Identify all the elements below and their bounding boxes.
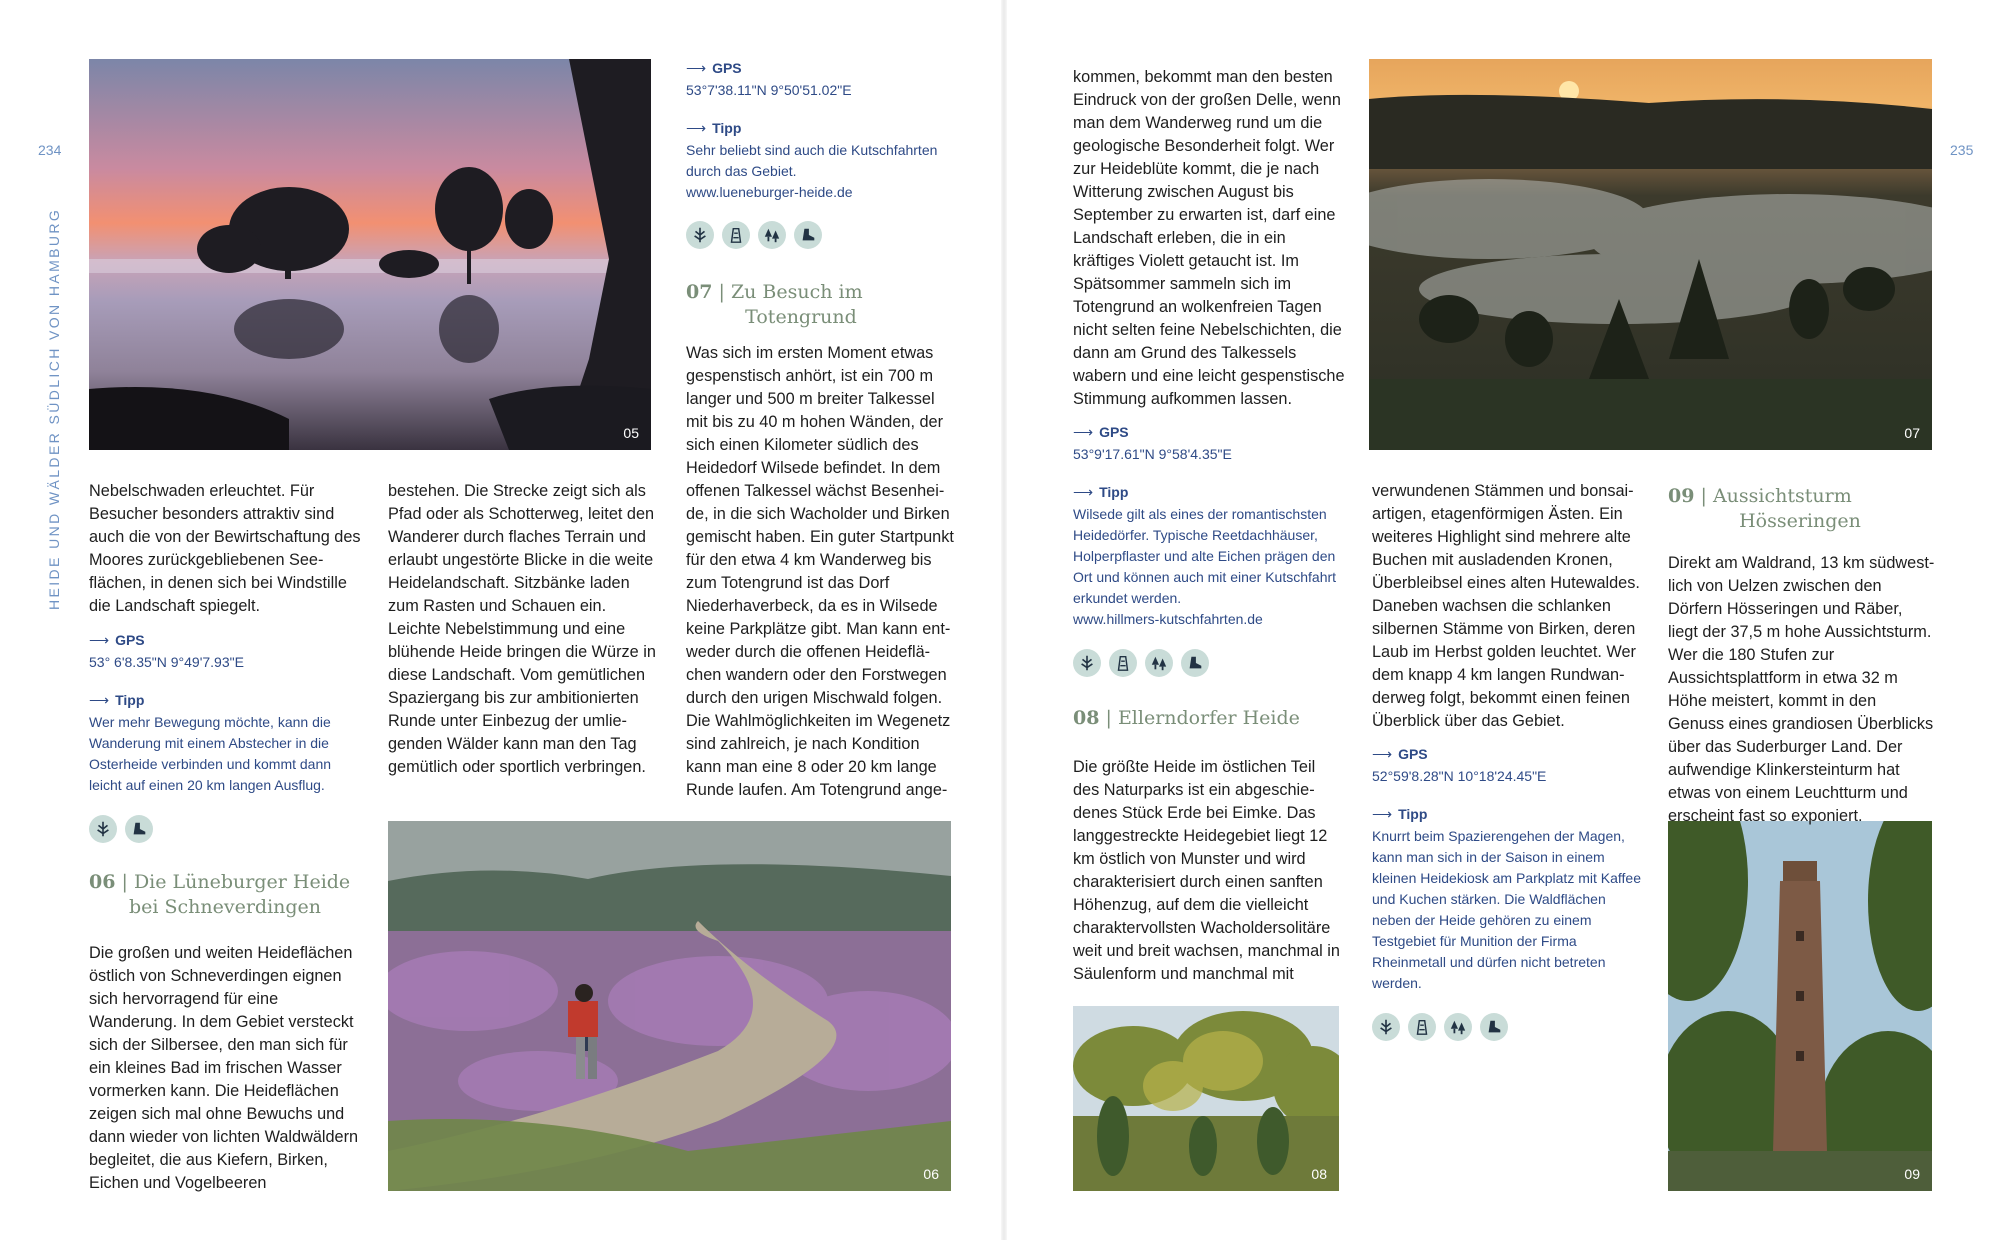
arrow-right-icon: ⟶ xyxy=(1372,746,1393,762)
book-gutter xyxy=(1001,0,1007,1240)
hiking-boot-icon xyxy=(125,815,153,843)
tipp-text: Knurrt beim Spazierengehen der Magen, kann man sich in der Saison in einem kleinen Heidekiosk am Parkplatz mit Kaffee und Kuchen stärken. Die Waldflächen neben der Heide gehören zu einem Testgebiet für Munition der Firma Rheinmetall und dürfen nicht betreten werden. xyxy=(1372,828,1641,991)
page-number-right: 235 xyxy=(1950,142,1974,158)
photo-caption-number: 07 xyxy=(1904,425,1920,441)
tipp-label: ⟶ Tipp xyxy=(686,120,742,136)
arrow-right-icon: ⟶ xyxy=(1073,484,1094,500)
running-title: HEIDE UND WÄLDER SÜDLICH VON HAMBURG xyxy=(46,207,62,610)
tipp-label: ⟶ Tipp xyxy=(1372,806,1428,822)
section-heading-09: 09 | Aussichtsturm Hösseringen xyxy=(1668,485,1861,532)
heath-icon xyxy=(1073,649,1101,677)
tipp-url: www.lueneburger-heide.de xyxy=(686,184,853,200)
photo-09-observation-tower xyxy=(1668,821,1932,1191)
activity-icons xyxy=(686,221,822,249)
gps-coordinates: 52°59'8.28"N 10°18'24.45"E xyxy=(1372,768,1547,784)
heath-icon xyxy=(686,221,714,249)
activity-icons xyxy=(1372,1013,1508,1041)
body-text-section-09: Direkt am Waldrand, 13 km südwestlich von Uelzen zwischen den Dörfern Hösseringen und Räber, liegt der 37,5 m hohe Aussichtsturm. Wer die 180 Stufen zur Aussichtsplattform in etwa 32 m Höhe meistert, kommt in den Genuss eines grandiosen Überblicks über das Suderburger Land. Der aufwendige Klinkersteinturm hat etwas von einem Leuchtturm und erscheint fast so exponiert. xyxy=(1668,554,1935,825)
gps-label: ⟶ GPS xyxy=(686,60,742,76)
arrow-right-icon: ⟶ xyxy=(1073,424,1094,440)
heath-icon xyxy=(89,815,117,843)
photo-caption-number: 09 xyxy=(1904,1166,1920,1182)
hiking-boot-icon xyxy=(1480,1013,1508,1041)
tipp-label: ⟶ Tipp xyxy=(1073,484,1129,500)
photo-caption-number: 06 xyxy=(923,1166,939,1182)
forest-icon xyxy=(1145,649,1173,677)
section-heading-07: 07 | Zu Besuch im Totengrund xyxy=(686,281,863,328)
photo-caption-number: 05 xyxy=(623,425,639,441)
tower-icon xyxy=(1408,1013,1436,1041)
tipp-text: Wer mehr Bewegung möchte, kann die Wanderung mit einem Abstecher in die Osterheide verbinden und kommt dann leicht auf einen 20 km langen Ausflug. xyxy=(89,714,332,793)
arrow-right-icon: ⟶ xyxy=(89,632,110,648)
photo-08-juniper-heath xyxy=(1073,1006,1339,1191)
tipp-url: www.hillmers-kutschfahrten.de xyxy=(1073,611,1263,627)
body-text-column-4: kommen, bekommt man den besten Eindruck von der großen Delle, wenn man dem Wanderweg rund um die geologische Besonderheit folgt. Wer zur Heideblüte kommt, die je nach Witterung zwischen August bis September zu erwarten ist, darf eine Landschaft erleben, die in ein kräftiges Violett getaucht ist. Im Spätsommer sammeln sich im Totengrund an wolkenfreien Tagen nicht selten feine Nebelschichten, die dann am Grund des Talkessels wabern und eine leicht gespenstische Stimmung aufkommen lassen. xyxy=(1073,68,1345,408)
gps-label: ⟶ GPS xyxy=(89,632,145,648)
activity-icons xyxy=(89,815,153,843)
photo-05-misty-lake xyxy=(89,59,651,450)
page-number-left: 234 xyxy=(38,142,62,158)
tower-icon xyxy=(1109,649,1137,677)
section-heading-08: 08 | Ellerndorfer Heide xyxy=(1073,707,1300,729)
body-text-column-5: verwundenen Stämmen und bonsaiartigen, etagenförmigen Ästen. Ein weiteres Highlight sind mehrere alte Buchen mit ausladenden Kronen, Überbleibsel eines alten Hutewaldes. Daneben wachsen die schlanken silbernen Stämme von Birken, deren Laub im Herbst golden leuchtet. Wer dem knapp 4 km langen Rundwanderweg folgt, bekommt einen feinen Überblick über das Gebiet. xyxy=(1372,482,1640,730)
body-text-section-08: Die größte Heide im östlichen Teil des Naturparks ist ein abgeschiedenes Stück Erde bei Eimke. Das langgestreckte Heidegebiet liegt 12 km östlich von Munster und wird charakterisiert durch einen sanften Höhenzug, auf dem die vielleicht charaktervollsten Wacholdersolitäre weit und breit wachsen, manchmal in Säulenform und manchmal mit xyxy=(1073,758,1340,983)
forest-icon xyxy=(1444,1013,1472,1041)
paragraph: Nebelschwaden erleuchtet. Für Besucher besonders attraktiv sind auch die von der Bewirtschaftung des Moores zurückgebliebenen Seeflächen, in denen sich bei Windstille die Landschaft spiegelt. xyxy=(89,482,361,615)
photo-caption-number: 08 xyxy=(1311,1166,1327,1182)
tipp-label: ⟶ Tipp xyxy=(89,692,145,708)
tipp-text: Wilsede gilt als eines der romantischsten Heidedörfer. Typische Reetdachhäuser, Holperpflaster und alte Eichen prägen den Ort und können auch mit einer Kutschfahrt erkundet werden. www.hillmers-kutschfahrten.de xyxy=(1073,504,1343,630)
heath-icon xyxy=(1372,1013,1400,1041)
gps-label: ⟶ GPS xyxy=(1073,424,1129,440)
hiking-boot-icon xyxy=(794,221,822,249)
body-text-column-2: bestehen. Die Strecke zeigt sich als Pfad oder als Schotterweg, leitet den Wanderer durch flaches Terrain und erlaubt ungestörte Blicke in die weite Heidelandschaft. Sitzbänke laden zum Rasten und Schauen ein. Leichte Nebelstimmung und eine blühende Heide bringen die Würze in diese Landschaft. Vom gemütlichen Spaziergang bis zur ambitionierten Runde unter Einbezug der umliegenden Wälder kann man den Tag gemütlich oder sportlich verbringen. xyxy=(388,482,656,776)
photo-07-misty-valley xyxy=(1369,59,1932,450)
arrow-right-icon: ⟶ xyxy=(89,692,110,708)
arrow-right-icon: ⟶ xyxy=(686,120,707,136)
activity-icons xyxy=(1073,649,1209,677)
body-text-section-06: Die großen und weiten Heideflächen östlich von Schneverdingen eignen sich hervorragend für eine Wanderung. In dem Gebiet versteckt sich der Silbersee, den man sich für ein kleines Bad im frischen Wasser vormerken kann. Die Heideflächen zeigen sich mal ohne Bewuchs und dann wieder von lichten Waldwäldern begleitet, die aus Kiefern, Birken, Eichen und Vogelbeeren xyxy=(89,944,359,1192)
gps-label: ⟶ GPS xyxy=(1372,746,1428,762)
body-text-section-07: Was sich im ersten Moment etwas gespenstisch anhört, ist ein 700 m langer und 500 m breiter Talkessel mit bis zu 40 m hohen Wänden, der sich einen Kilometer südlich des Heidedorf Wilsede befindet. In dem offenen Talkessel wächst Besenheide, in die sich Wacholder und Birken gemischt haben. Ein guter Startpunkt für den etwa 4 km Wanderweg bis zum Totengrund ist das Dorf Niederhaverbeck, da es in Wilsede keine Parkplätze gibt. Man kann entweder durch die offenen Heideflächen wandern oder den Forstwegen durch den urigen Mischwald folgen. Die Wahlmöglichkeiten im Wegenetz sind zahlreich, je nach Kondition kann man eine 8 oder 20 km lange Runde laufen. Am Totengrund ange- xyxy=(686,344,954,799)
body-text-column-1 xyxy=(89,480,361,618)
gps-coordinates: 53° 6'8.35"N 9°49'7.93"E xyxy=(89,654,244,670)
arrow-right-icon: ⟶ xyxy=(1372,806,1393,822)
hiking-boot-icon xyxy=(1181,649,1209,677)
gps-coordinates: 53°9'17.61"N 9°58'4.35"E xyxy=(1073,446,1232,462)
gps-coordinates: 53°7'38.11"N 9°50'51.02"E xyxy=(686,82,852,98)
section-heading-06: 06 | Die Lüneburger Heide bei Schneverdingen xyxy=(89,871,351,918)
forest-icon xyxy=(758,221,786,249)
arrow-right-icon: ⟶ xyxy=(686,60,707,76)
tower-icon xyxy=(722,221,750,249)
photo-06-hiker-heath xyxy=(388,821,951,1191)
tipp-text: Sehr beliebt sind auch die Kutschfahrten durch das Gebiet. www.lueneburger-heide.de xyxy=(686,140,958,203)
